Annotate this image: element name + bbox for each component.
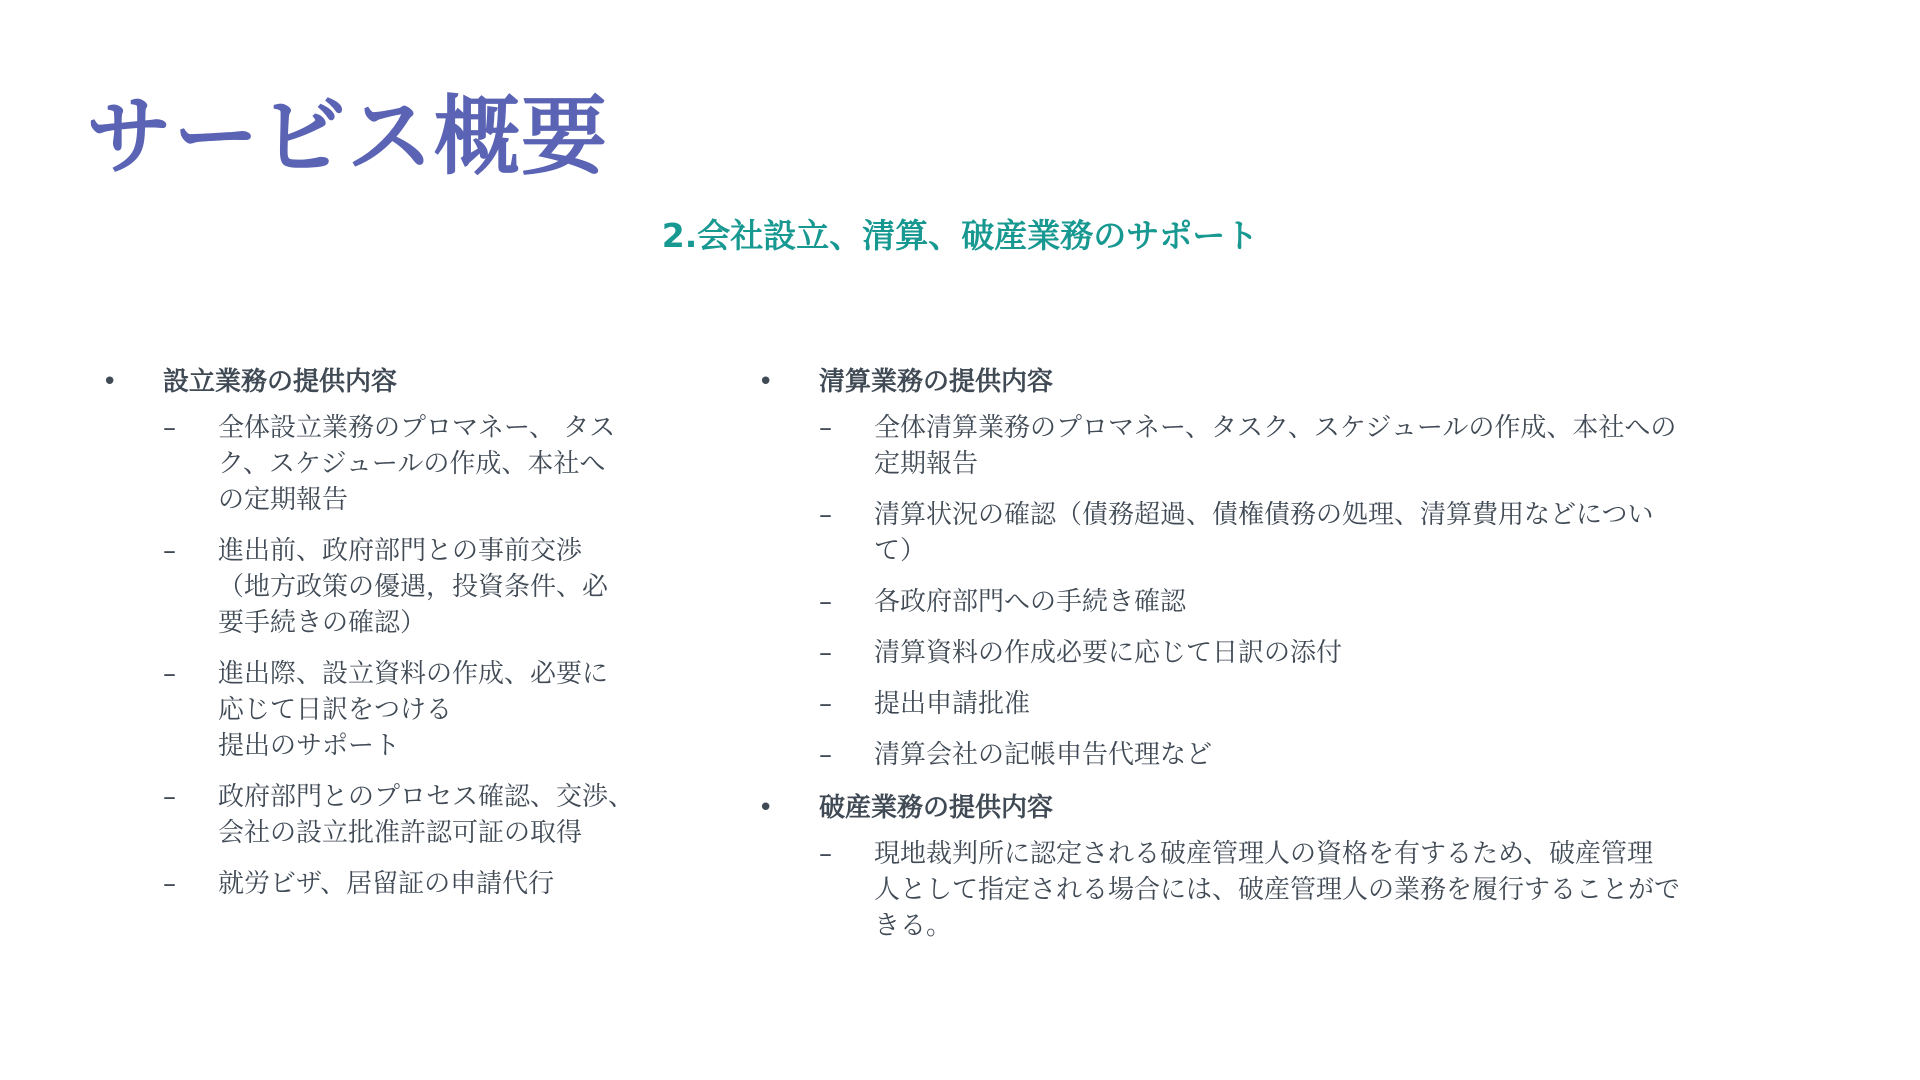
list-item: [819, 497, 1756, 569]
right-column: [756, 362, 1756, 959]
bankruptcy-item-list: [819, 836, 1756, 944]
list-item: [163, 656, 660, 764]
list-item: [163, 533, 660, 641]
bullet-marker: •: [102, 367, 118, 397]
list-item-text: [218, 410, 658, 518]
dash-marker: –: [819, 689, 832, 719]
dash-marker: –: [819, 638, 832, 668]
list-item: [819, 686, 1756, 722]
list-item-text: [874, 686, 1754, 722]
dash-marker: –: [163, 869, 176, 899]
list-item-text: [874, 497, 1754, 569]
text-line: 人として指定される場合には、破産管理人の業務を履行することがで: [874, 875, 1681, 905]
text-line: 就労ビザ、居留証の申請代行: [218, 869, 555, 899]
page-title: サービス概要: [86, 87, 608, 187]
text-line: ク、スケジュールの作成、本社へ: [218, 449, 606, 479]
text-line: 各政府部門への手続き確認: [874, 587, 1187, 617]
text-line: 提出申請批准: [874, 689, 1031, 719]
list-item: [163, 410, 660, 518]
list-item-text: [874, 836, 1754, 944]
page-subtitle: 2.会社設立、清算、破産業務のサポート: [661, 216, 1259, 255]
text-line: （地方政策の優遇，投資条件、必: [218, 572, 609, 602]
section-heading-liquidation: 清算業務の提供内容: [819, 367, 1054, 397]
list-item-text: [874, 635, 1754, 671]
list-item: [819, 635, 1756, 671]
dash-marker: –: [819, 500, 832, 530]
dash-marker: –: [163, 536, 176, 566]
text-line: 清算会社の記帳申告代理など: [874, 740, 1213, 770]
list-item-text: [218, 866, 658, 902]
text-line: 現地裁判所に認定される破産管理人の資格を有するため、破産管理: [874, 839, 1653, 869]
bullet-marker: •: [758, 367, 774, 397]
list-item-text: [218, 533, 658, 641]
dash-marker: –: [819, 413, 832, 443]
text-line: 進出前、政府部門との事前交渉: [218, 536, 583, 566]
section-liquidation: [756, 362, 1756, 773]
text-line: 定期報告: [874, 449, 979, 479]
text-line: 進出際、設立資料の作成、必要に: [218, 659, 609, 689]
dash-marker: –: [819, 839, 832, 869]
list-item: [819, 737, 1756, 773]
setup-item-list: [163, 410, 660, 902]
list-item: [163, 866, 660, 902]
text-line: 全体設立業務のプロマネー、 タス: [218, 413, 616, 443]
liquidation-item-list: [819, 410, 1756, 773]
text-line: 応じて日訳をつける: [218, 695, 453, 725]
text-line: 要手続きの確認）: [218, 608, 427, 638]
text-line: きる。: [874, 911, 953, 941]
dash-marker: –: [819, 740, 832, 770]
left-column: [100, 362, 660, 917]
list-item-text: [874, 410, 1754, 482]
text-line: 清算資料の作成必要に応じて日訳の添付: [874, 638, 1343, 668]
list-item-text: [218, 779, 658, 851]
bullet-marker: •: [758, 793, 774, 823]
list-item-text: [218, 656, 658, 764]
dash-marker: –: [163, 782, 176, 812]
dash-marker: –: [163, 659, 176, 689]
text-line: て）: [874, 536, 927, 566]
dash-marker: –: [163, 413, 176, 443]
list-item: [819, 836, 1756, 944]
section-heading-bankruptcy: 破産業務の提供内容: [819, 793, 1054, 823]
text-line: の定期報告: [218, 485, 349, 515]
text-line: 提出のサポート: [218, 731, 401, 761]
list-item: [163, 779, 660, 851]
list-item: [819, 410, 1756, 482]
list-item-text: [874, 737, 1754, 773]
list-item-text: [874, 584, 1754, 620]
list-item: [819, 584, 1756, 620]
text-line: 会社の設立批准許認可証の取得: [218, 818, 583, 848]
section-setup: [100, 362, 660, 902]
dash-marker: –: [819, 587, 832, 617]
text-line: 全体清算業務のプロマネー、タスク、スケジュールの作成、本社への: [874, 413, 1677, 443]
section-heading-setup: 設立業務の提供内容: [163, 367, 398, 397]
text-line: 政府部門とのプロセス確認、交渉、: [218, 782, 635, 812]
text-line: 清算状況の確認（債務超過、債権債務の処理、清算費用などについ: [874, 500, 1654, 530]
section-bankruptcy: [756, 788, 1756, 944]
